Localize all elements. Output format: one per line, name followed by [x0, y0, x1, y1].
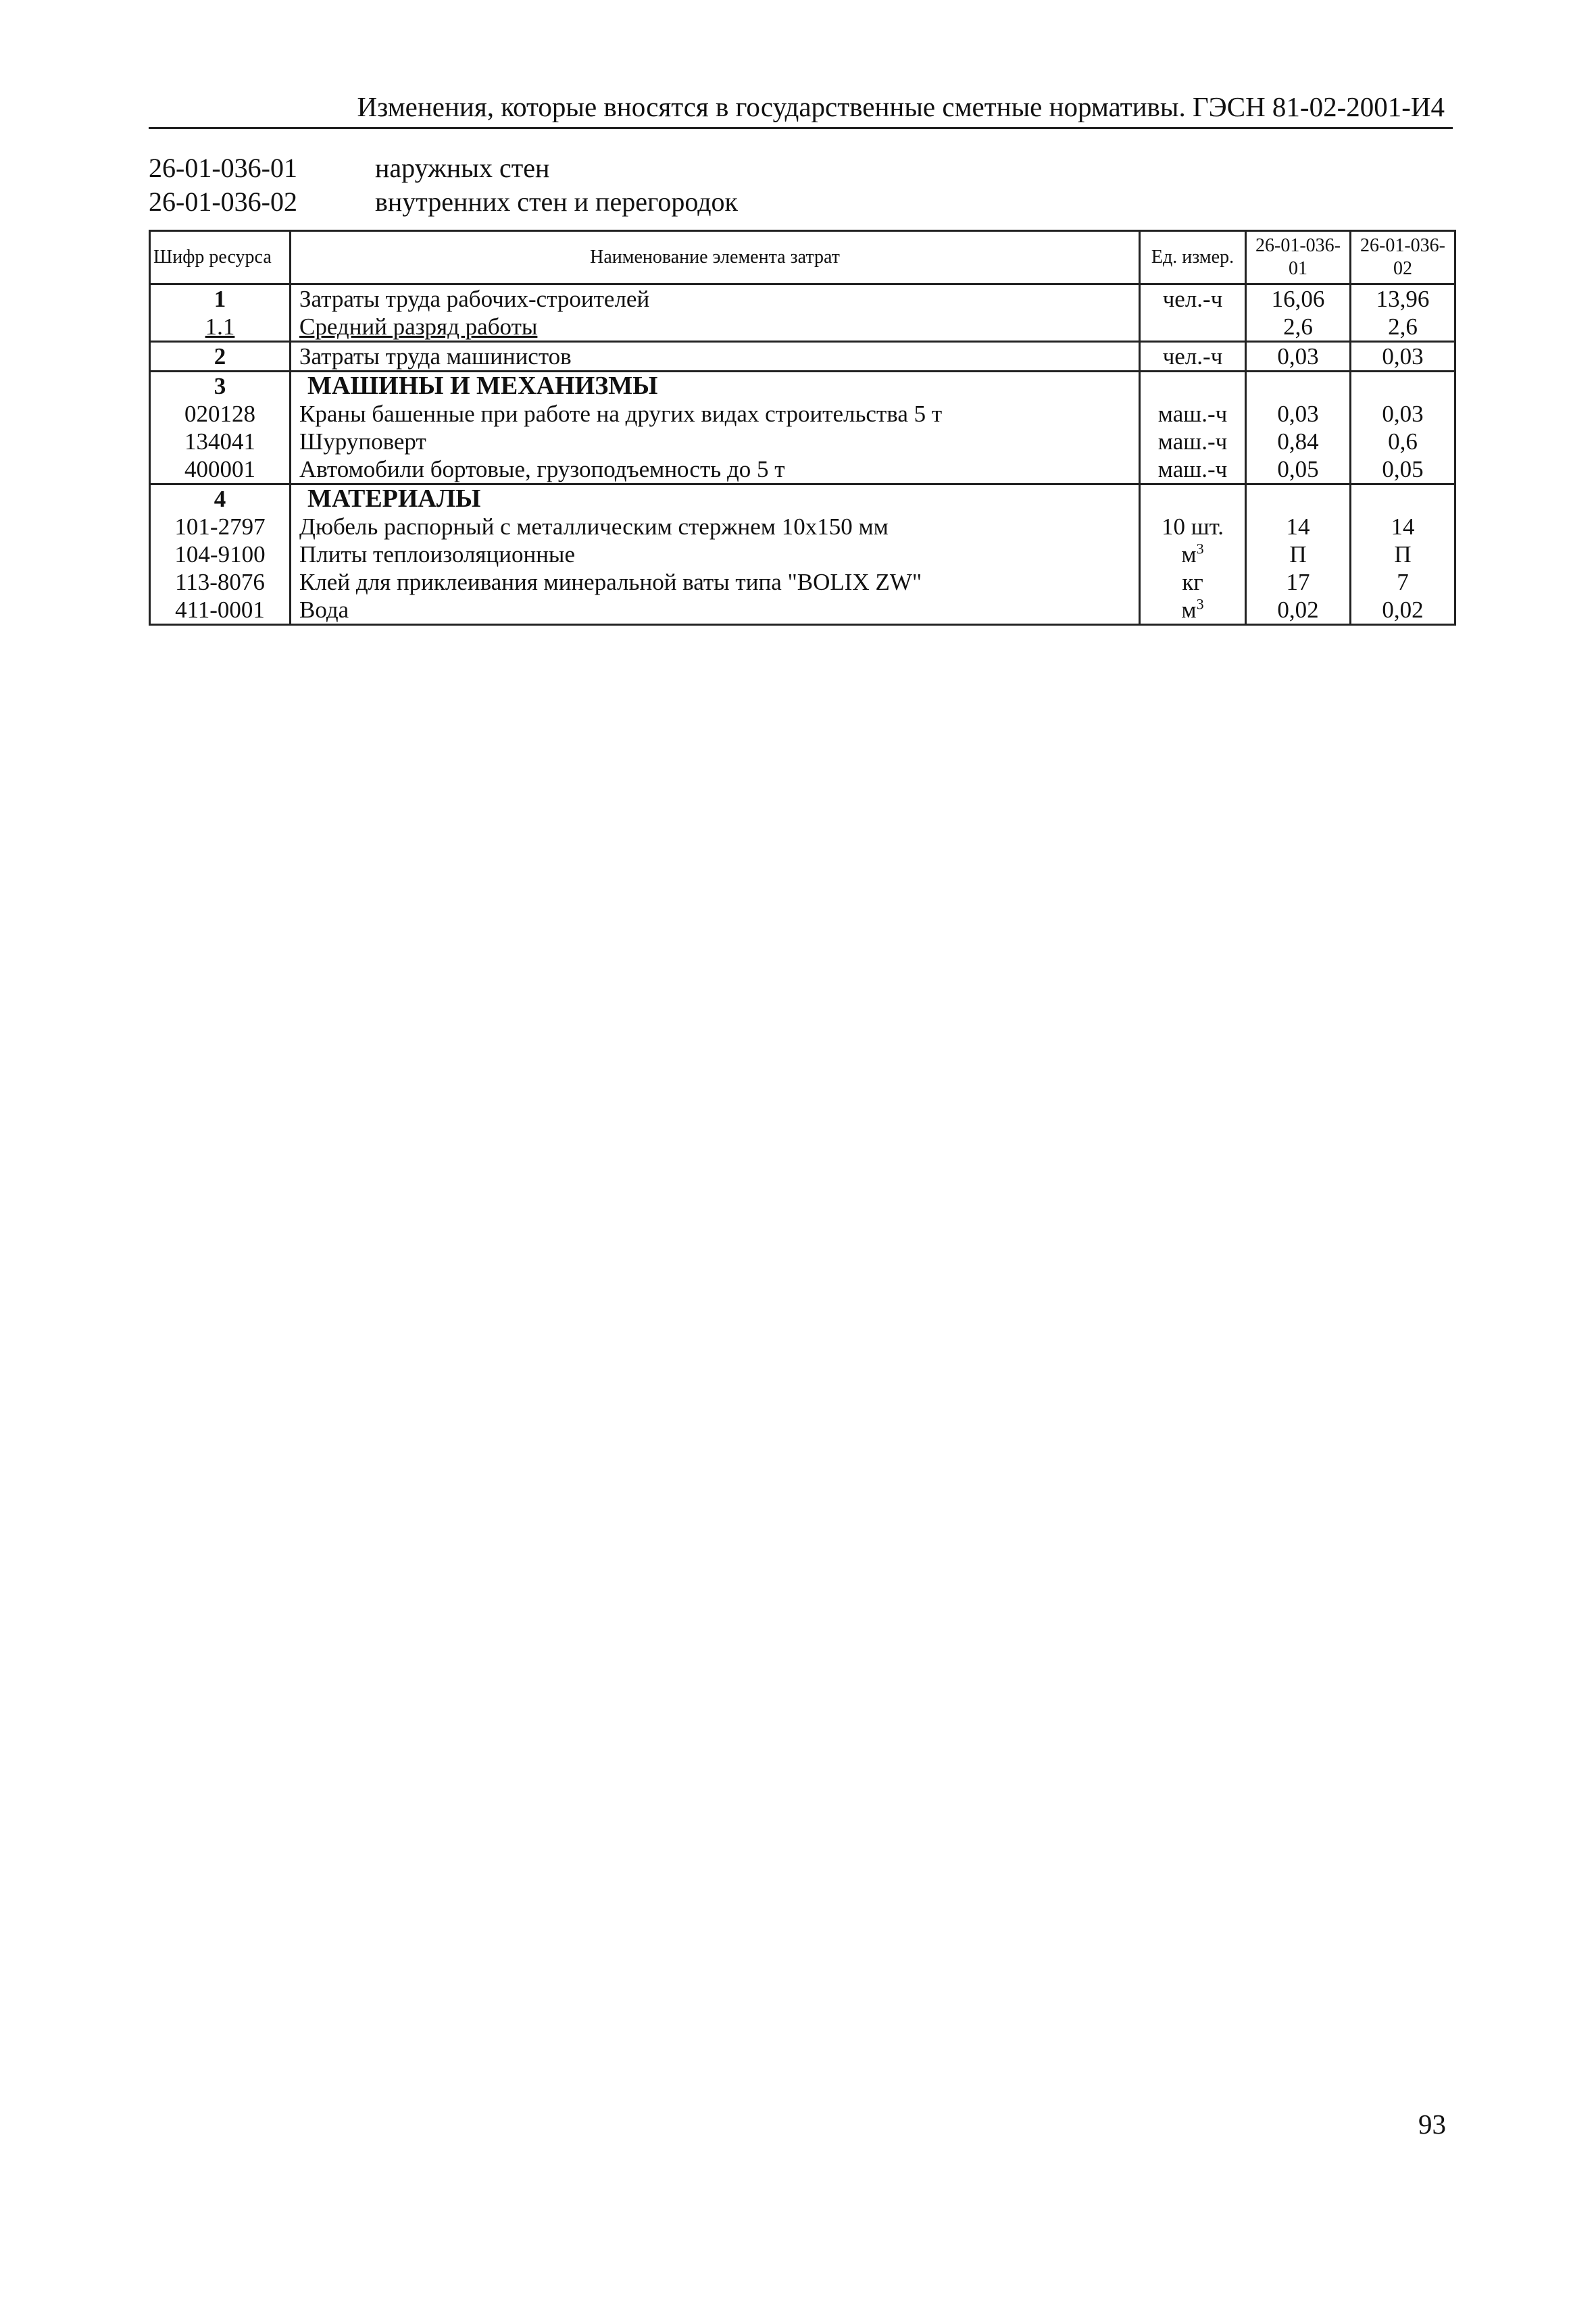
resource-code: 020128	[150, 400, 291, 428]
resource-code: 400001	[150, 455, 291, 484]
table-group	[150, 342, 1455, 372]
value-036-01: 14	[1246, 513, 1351, 540]
header-col2: 26-01-036-02	[1351, 231, 1455, 284]
resource-unit: кг	[1140, 568, 1246, 596]
table-row	[150, 568, 1455, 596]
table-row	[150, 342, 1455, 372]
table-row	[150, 284, 1455, 313]
value-036-01: 0,03	[1246, 342, 1351, 372]
value-036-01: 2,6	[1246, 313, 1351, 342]
table-row	[150, 596, 1455, 625]
value-036-01	[1246, 484, 1351, 513]
resource-unit: чел.-ч	[1140, 342, 1246, 372]
resource-name: Средний разряд работы	[291, 313, 1140, 342]
resource-code: 104-9100	[150, 540, 291, 568]
section-row	[150, 484, 1455, 513]
resource-unit	[1140, 596, 1246, 625]
resource-name: Вода	[291, 596, 1140, 625]
value-036-02: 2,6	[1351, 313, 1455, 342]
resource-name: МАТЕРИАЛЫ	[291, 484, 1140, 513]
header-col1: 26-01-036-01	[1246, 231, 1351, 284]
resource-code: 134041	[150, 428, 291, 455]
value-036-02: 7	[1351, 568, 1455, 596]
resource-unit: маш.-ч	[1140, 400, 1246, 428]
unit-base: м	[1181, 597, 1197, 623]
page-number: 93	[1418, 2109, 1446, 2140]
unit-base: м	[1181, 541, 1197, 568]
table-row	[150, 400, 1455, 428]
header-code: Шифр ресурса	[150, 231, 291, 284]
resource-name: Затраты труда рабочих-строителей	[291, 284, 1140, 313]
resource-unit: 10 шт.	[1140, 513, 1246, 540]
value-036-01: 0,05	[1246, 455, 1351, 484]
resource-unit: чел.-ч	[1140, 284, 1246, 313]
resource-code: 1	[150, 284, 291, 313]
norm-code-name: наружных стен	[375, 153, 550, 183]
table-group	[150, 284, 1455, 342]
resource-name: Автомобили бортовые, грузоподъемность до 5 т	[291, 455, 1140, 484]
value-036-02: 0,6	[1351, 428, 1455, 455]
table-row	[150, 313, 1455, 342]
resource-code: 3	[150, 372, 291, 401]
value-036-02: П	[1351, 540, 1455, 568]
resource-name: Краны башенные при работе на других видах строительства 5 т	[291, 400, 1140, 428]
norm-code-line	[149, 185, 738, 219]
value-036-01: П	[1246, 540, 1351, 568]
header-title: Изменения, которые вносятся в государственные сметные нормативы. ГЭСН 81-02-2001-И4	[357, 91, 1445, 122]
resource-name: МАШИНЫ И МЕХАНИЗМЫ	[291, 372, 1140, 401]
value-036-02: 0,03	[1351, 400, 1455, 428]
table-header	[150, 231, 1455, 284]
resource-code: 4	[150, 484, 291, 513]
value-036-01: 0,02	[1246, 596, 1351, 625]
resource-code: 113-8076	[150, 568, 291, 596]
section-row	[150, 372, 1455, 401]
value-036-02: 0,05	[1351, 455, 1455, 484]
value-036-02: 0,02	[1351, 596, 1455, 625]
value-036-01: 16,06	[1246, 284, 1351, 313]
unit-exponent: 3	[1196, 595, 1204, 613]
value-036-01	[1246, 372, 1351, 401]
resource-code: 411-0001	[150, 596, 291, 625]
header-name: Наименование элемента затрат	[291, 231, 1140, 284]
resource-name: Затраты труда машинистов	[291, 342, 1140, 372]
table-row	[150, 513, 1455, 540]
value-036-02: 0,03	[1351, 342, 1455, 372]
norm-code-line	[149, 151, 738, 185]
norm-code: 26-01-036-01	[149, 153, 297, 183]
value-036-02: 14	[1351, 513, 1455, 540]
table-header-row	[150, 231, 1455, 284]
resource-unit: маш.-ч	[1140, 455, 1246, 484]
header-unit: Ед. измер.	[1140, 231, 1246, 284]
page-header	[149, 86, 1453, 129]
resource-name: Шуруповерт	[291, 428, 1140, 455]
unit-exponent: 3	[1196, 540, 1204, 557]
table-group	[150, 484, 1455, 625]
value-036-02	[1351, 372, 1455, 401]
value-036-02	[1351, 484, 1455, 513]
resource-table	[149, 230, 1456, 626]
resource-code: 1.1	[150, 313, 291, 342]
resource-unit	[1140, 484, 1246, 513]
resource-name: Плиты теплоизоляционные	[291, 540, 1140, 568]
value-036-01: 0,84	[1246, 428, 1351, 455]
resource-name: Дюбель распорный с металлическим стержнем 10х150 мм	[291, 513, 1140, 540]
resource-unit	[1140, 313, 1246, 342]
resource-name: Клей для приклеивания минеральной ваты типа "BOLIX ZW"	[291, 568, 1140, 596]
value-036-02: 13,96	[1351, 284, 1455, 313]
value-036-01: 0,03	[1246, 400, 1351, 428]
resource-code: 101-2797	[150, 513, 291, 540]
norm-code-name: внутренних стен и перегородок	[375, 186, 738, 217]
resource-unit: маш.-ч	[1140, 428, 1246, 455]
value-036-01: 17	[1246, 568, 1351, 596]
resource-unit	[1140, 372, 1246, 401]
table-group	[150, 372, 1455, 484]
table-row	[150, 540, 1455, 568]
norm-code: 26-01-036-02	[149, 186, 297, 217]
norm-codes	[149, 151, 738, 219]
table-row	[150, 428, 1455, 455]
resource-unit	[1140, 540, 1246, 568]
resource-code: 2	[150, 342, 291, 372]
table-row	[150, 455, 1455, 484]
